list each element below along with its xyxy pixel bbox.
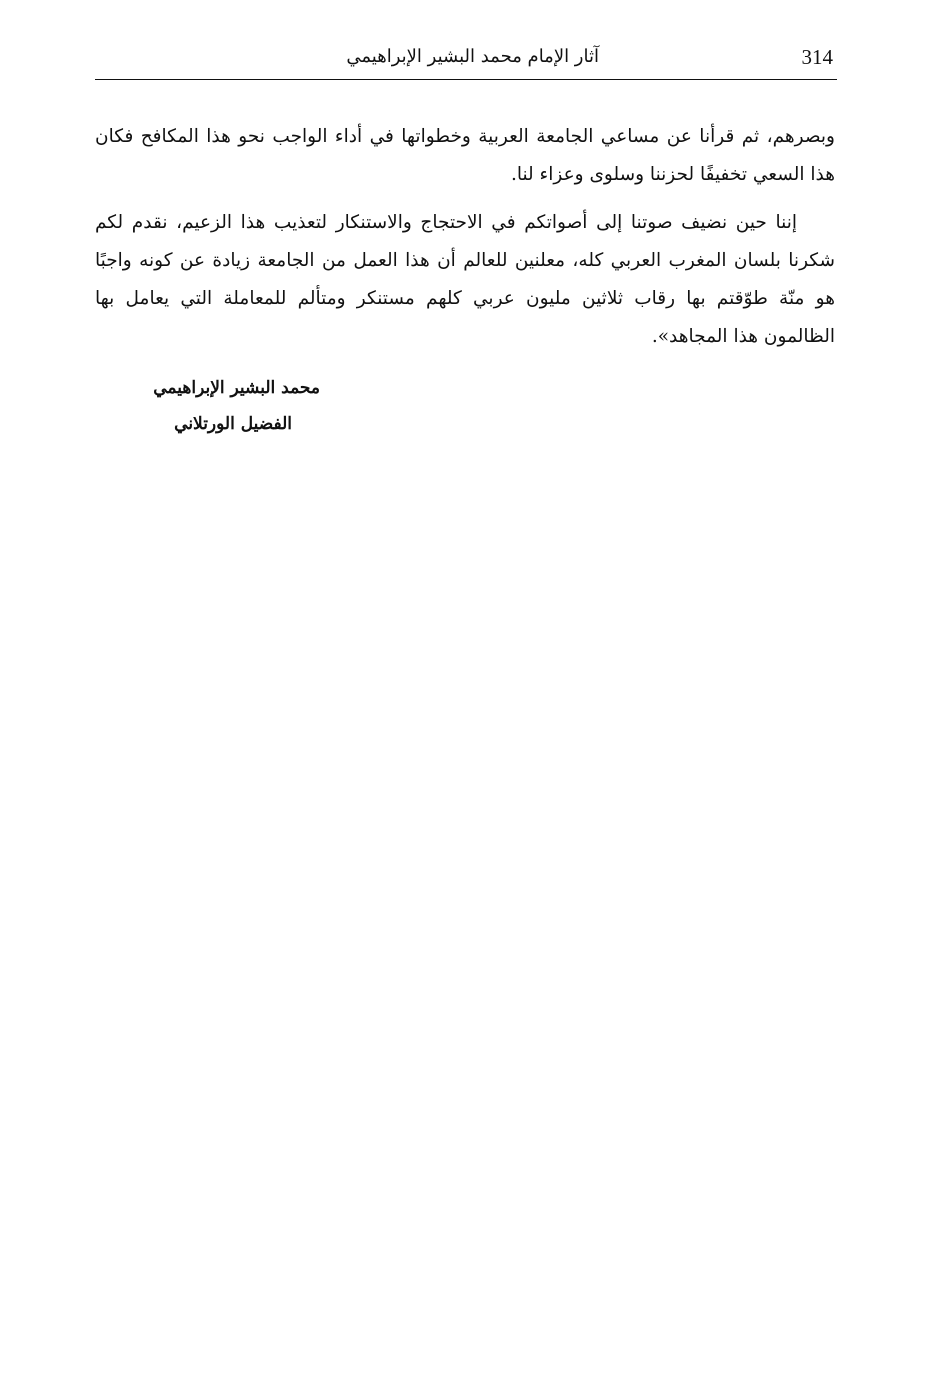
running-title: آثار الإمام محمد البشير الإبراهيمي	[346, 46, 599, 67]
signature-name: محمد البشير الإبراهيمي	[153, 378, 320, 398]
page-number: 314	[801, 45, 833, 69]
body-text	[95, 118, 835, 356]
paragraph: وبصرهم، ثم قرأنا عن مساعي الجامعة العربية وخطواتها في أداء الواجب نحو هذا المكافح فكان هذا السعي تخفيفًا لحزننا وسلوى وعزاء لنا.	[95, 126, 835, 185]
paragraph: إننا حين نضيف صوتنا إلى أصواتكم في الاحتجاج والاستنكار لتعذيب هذا الزعيم، نقدم لكم شكرنا بلسان المغرب العربي كله، معلنين للعالم أن هذا العمل من الجامعة زيادة عن كونه واجبًا هو منّة طوّقتم بها رقاب ثلاثين مليون عربي كلهم مستنكر ومتألم للمعاملة التي يعامل بها الظالمون هذا المجاهد».	[95, 212, 835, 347]
signature-name: الفضيل الورتلاني	[174, 414, 292, 434]
page-header	[95, 44, 837, 78]
signature-block	[120, 370, 320, 442]
header-rule	[95, 79, 837, 80]
